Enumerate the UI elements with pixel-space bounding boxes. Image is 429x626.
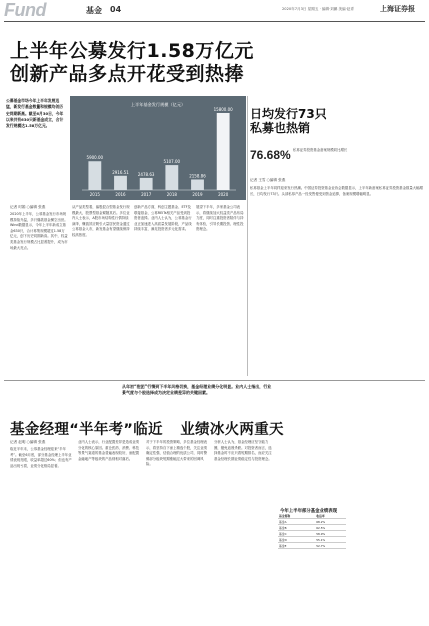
table-cell: 基金D [278, 537, 315, 543]
chart-data-label: 2916.51 [112, 169, 129, 175]
main-headline [10, 40, 254, 86]
section2-column-1: 临近半年末，公募基金经理迎来“半年考”。截至6月底，部分基金经理上半年业绩表现亮眼，收益率超过60%；但也有产品出现亏损，业绩分化格局显著。 [10, 447, 72, 468]
table-cell: 基金A [278, 519, 315, 525]
section2-subhead: 从年初“抱团”行情到下半年风格切换，基金经理业绩分化明显。业内人士指出，行业景气度与个股选择成为决定业绩差异的关键因素。 [122, 384, 272, 395]
chart-data-label: 5107.00 [163, 159, 181, 165]
date-line: 2020年7月3日 星期五 · 编辑·刘鹏 美编·赵青 [282, 7, 355, 11]
side-percent: 76.68% [250, 148, 291, 162]
chart-bar [88, 161, 101, 190]
table-header-cell: 基金简称 [278, 513, 315, 519]
table-header-cell: 收益率 [315, 513, 346, 519]
table-cell: 基金C [278, 531, 315, 537]
chart-tick-label: 2020 [218, 192, 229, 197]
story-column-2: 从产品类型看，偏股混合型基金发行规模最大，股票型基金紧随其后。多位业内人士表示，A股市场结构性行情持续演绎，赚钱效应吸引大量居民资金通过公募基金入市，新发基金有望继续保持较高热度。 [72, 205, 130, 237]
table-row [278, 543, 346, 549]
paper-name: 上海证券报 [380, 4, 415, 13]
section2-column-2: 业内人士表示，行业配置差异是造成业绩分化的核心原因。重仓医药、消费、科技等景气赛道的基金普遍表现较好，而配置金融地产等板块的产品则相对落后。 [78, 440, 140, 461]
table-cell: 基金E [278, 543, 315, 549]
table-cell: 58.9% [315, 531, 346, 537]
chart-title: 上半年基金发行规模（亿元） [130, 102, 186, 107]
section2-column-4: 分析人士认为，基金经理应坚守能力圈，避免追涨杀跌。对投资者而言，选择基金时不应只看短期排名，而应关注基金经理长期业绩稳定性与投资理念。 [214, 440, 272, 461]
column-divider [247, 96, 248, 376]
side-byline: 记者 王雪 ○编辑 张燕 [250, 178, 286, 182]
chart-bar [191, 179, 204, 190]
table-cell: 55.1% [315, 537, 346, 543]
side-story-text: 私募基金上半年同样迎来发行热潮。中国证券投资基金业协会数据显示，上半年新备案私募证券投资基金数量大幅增长，日均发行73只。头部私募产品一经发售便受到资金追捧，备案规模增幅明显。 [250, 186, 423, 196]
headline-line-1: 上半年公募发行1.58万亿元 [10, 40, 254, 62]
chart-data-label: 15800.00 [213, 106, 233, 112]
headline-line-2: 创新产品多点开花受到热捧 [10, 63, 245, 85]
side-percent-note: 私募证券投资基金备案规模同比增长 [293, 148, 348, 152]
chart-tick-label: 2017 [141, 192, 152, 197]
chart-bar [165, 165, 178, 190]
chart-bar [217, 113, 230, 190]
story-column-1: 2020年上半年，公募基金发行市场规模持续升温，多只爆款基金横空出世。Wind数据显示，今年上半年新成立基金630只，合计募集规模超过1.58万亿元，创下历史同期新高。其中，权益类基金发行规模占比显著提升，成为市场最大亮点。 [10, 212, 68, 250]
table-cell: 基金B [278, 525, 315, 531]
chart-tick-label: 2016 [115, 192, 126, 197]
chart-tick-label: 2018 [166, 192, 177, 197]
chart-tick-label: 2015 [89, 192, 100, 197]
section2-column-3: 对于下半年的投资策略，多位基金经理表示，将坚持自下而上精选个股，关注业绩确定性强、估值合理的优质公司，同时警惕部分板块短期涨幅过大带来的回调风险。 [146, 440, 208, 467]
story-byline: 记者 时娟 ○编辑 张燕 [10, 205, 46, 209]
table-cell: 52.7% [315, 543, 346, 549]
page-header [0, 0, 429, 22]
story-column-4: 展望下半年，多家基金公司表示，将继续加大权益类产品布局力度，同时注重投资者陪伴与持有体验，引导长期投资、理性投资理念。 [196, 205, 244, 232]
section2-byline: 记者 赵明 ○编辑 张燕 [10, 440, 46, 444]
table-cell: 62.5% [315, 525, 346, 531]
page-number: 04 [110, 5, 122, 14]
bar-chart [70, 96, 246, 200]
side-headline [250, 107, 327, 135]
chart-data-label: 2158.86 [189, 173, 206, 179]
side-headline-line-1: 日均发行73只 [250, 107, 327, 121]
side-headline-line-2: 私募也热销 [250, 121, 311, 135]
section-divider [4, 380, 425, 381]
section2-headline-part-2: 业绩冰火两重天 [180, 422, 284, 438]
section2-headline-part-1: 基金经理“半年考”临近 [10, 422, 163, 438]
chart-tick-label: 2019 [192, 192, 203, 197]
story-column-3: 创新产品方面，科创主题基金、ETF及联接基金、公募REITs相关产品受到投资者追捧。业内人士认为，公募基金行业正加速进入高质量发展阶段，产品线持续丰富，满足投资者多元化需求。 [134, 205, 192, 232]
header-rule [4, 21, 425, 22]
chart-bar [114, 176, 127, 190]
table-cell: 68.2% [315, 519, 346, 525]
table-title: 今年上半年部分基金业绩表现 [280, 509, 338, 514]
section2-headline [10, 418, 284, 439]
performance-table [278, 513, 346, 549]
chart-bar [140, 178, 153, 190]
brand-word: Fund [4, 0, 46, 20]
lead-paragraph: 公募基金市场今年上半年发展迅猛，新发行基金数量和规模均创历史同期新高。截至6月30日，今年以来共有630只新基金成立，合计发行规模达1.58万亿元。 [6, 98, 64, 129]
chart-data-label: 5900.00 [86, 155, 104, 161]
section-name: 基金 [86, 6, 102, 15]
chart-data-label: 2478.63 [137, 171, 155, 177]
chart-svg [70, 96, 246, 200]
